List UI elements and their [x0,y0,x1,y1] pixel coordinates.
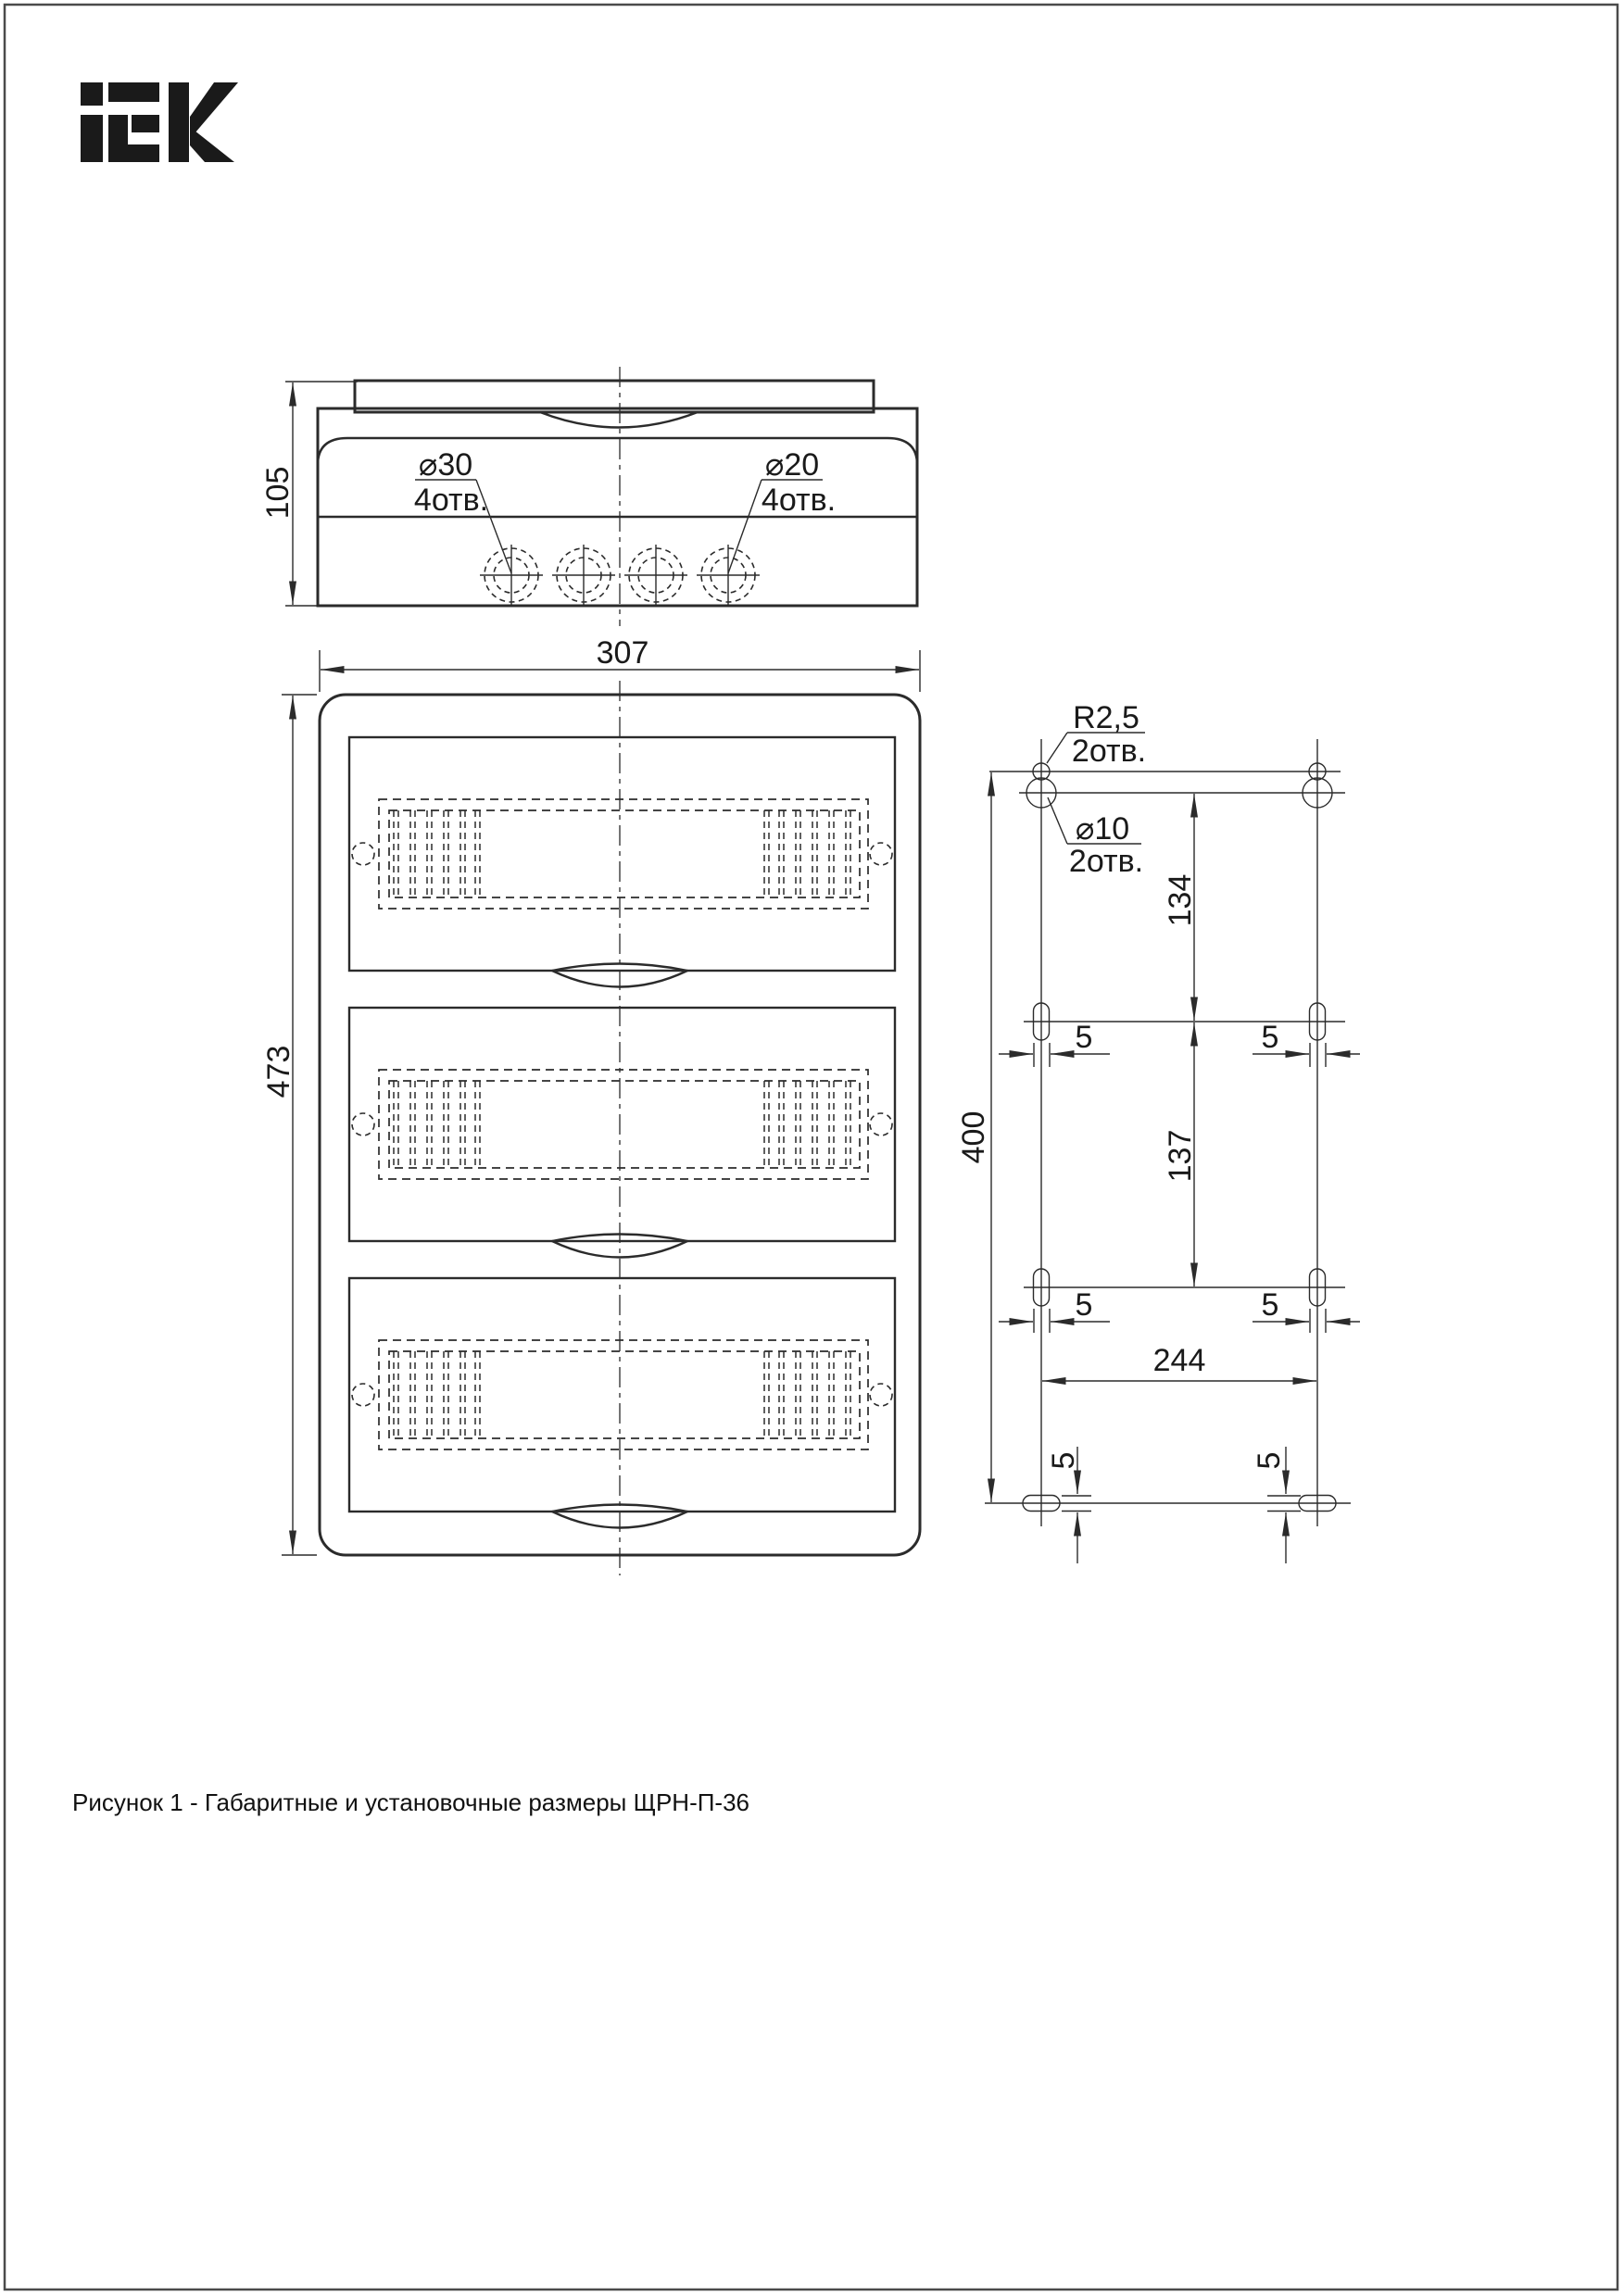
din-row-panel [349,1278,895,1528]
label-dia30: ⌀30 [418,447,473,483]
figure-caption: Рисунок 1 - Габаритные и установочные размеры ЩРН-П-36 [72,1788,750,1816]
logo-e-bottom [108,144,159,162]
label-r25-count: 2отв. [1071,734,1147,769]
label-dia30-count: 4отв. [413,483,489,518]
logo-k-upper-arm [190,82,238,139]
logo-e-top [108,82,159,102]
logo-e-mid [132,115,159,132]
panel-window-inner [389,810,860,897]
iek-logo [81,82,238,162]
dim-5-label: 5 [1075,1287,1093,1323]
label-r25-leader [1047,733,1067,763]
logo-i-stem [81,115,103,162]
logo-k-lower-arm [190,127,234,162]
label-dia30-leader [476,480,511,573]
dim-134-label: 134 [1163,873,1198,927]
cable-hole [697,545,760,606]
dim-5-label: 5 [1046,1451,1081,1470]
label-dia10-count: 2отв. [1068,844,1144,879]
top-view [260,367,917,626]
dim-5-label: 5 [1075,1020,1093,1055]
cable-hole [552,545,615,606]
mounting-plan [956,700,1360,1563]
label-dia10-leader [1048,797,1067,844]
label-dia20-count: 4отв. [761,483,837,518]
label-r25: R2,5 [1073,700,1139,735]
dim-5-middle-row [999,1020,1360,1067]
page-border [5,5,1618,2290]
cable-hole [480,545,543,606]
label-dia20: ⌀20 [764,447,820,483]
front-view [261,635,920,1575]
top-view-handle-recess [540,412,698,428]
dim-400-label: 400 [956,1110,991,1164]
dim-137-label: 137 [1163,1129,1198,1183]
dim-5-label: 5 [1261,1020,1279,1055]
label-dia10: ⌀10 [1075,811,1130,847]
top-view-inner-top [318,438,917,483]
dim-473-label: 473 [261,1045,296,1098]
dim-244-label: 244 [1152,1343,1206,1378]
dim-105-label: 105 [260,466,296,520]
dim-5-label: 5 [1252,1451,1287,1470]
dim-5-bottom-left [1046,1447,1091,1563]
logo-i-dot [81,82,103,106]
lock-circle [352,843,374,865]
cable-hole [624,545,687,606]
panel-window-outer [379,799,868,909]
din-module-lines [394,810,850,897]
dim-5-bottom-right [1252,1447,1301,1563]
din-row-panel [349,1008,895,1258]
logo-k-spine [169,82,189,162]
panel-door [349,737,895,971]
dim-5-label: 5 [1261,1287,1279,1323]
label-dia20-leader [728,480,762,573]
din-row-panel [349,737,895,987]
dim-307-label: 307 [596,635,649,671]
lock-circle [870,843,892,865]
dim-5-lower-row [999,1287,1360,1333]
